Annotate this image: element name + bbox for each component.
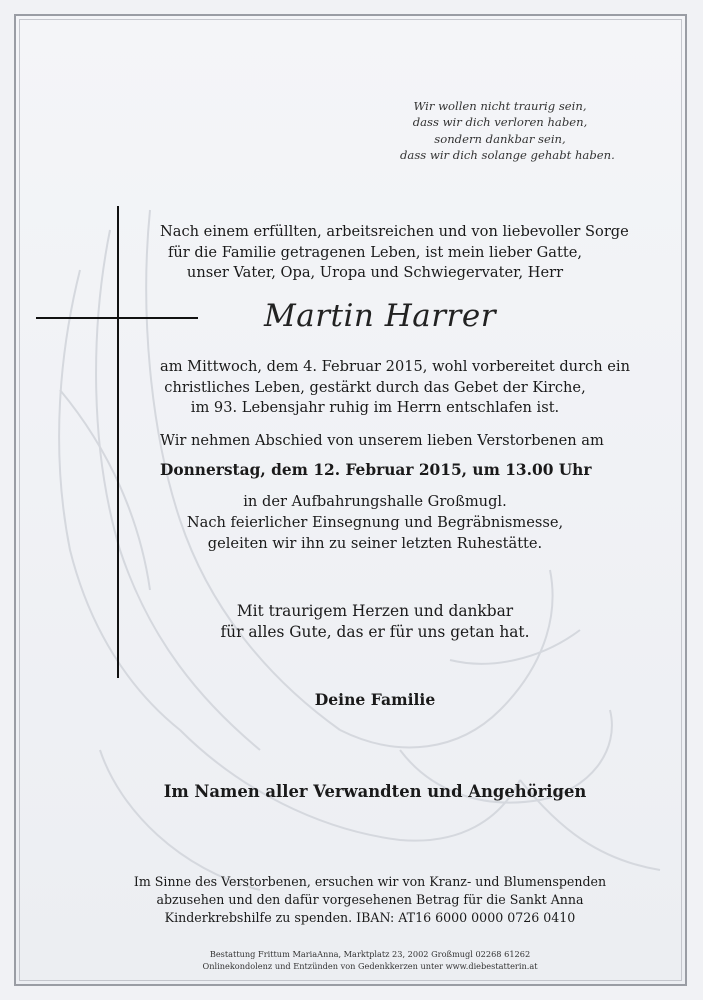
poem-line: sondern dankbar sein, [434, 131, 566, 146]
donation-line: Kinderkrebshilfe zu spenden. IBAN: AT16 6000 0000 0726 0410 [164, 910, 576, 925]
ceremony-line: in der Aufbahrungshalle Großmugl. [243, 493, 507, 510]
poem-line: dass wir dich verloren haben, [412, 115, 588, 130]
deceased-name: Martin Harrer [263, 298, 497, 334]
cross-horizontal-bar [36, 317, 198, 319]
death-notice-line: im 93. Lebensjahr ruhig im Herrn entschlafen ist. [190, 399, 560, 416]
poem-line: Wir wollen nicht traurig sein, [413, 99, 587, 113]
footer-line: Onlinekondolenz und Entzünden von Gedenkkerzen unter www.diebestatterin.at [202, 960, 538, 971]
intro-line: unser Vater, Opa, Uropa und Schwiegervater, Herr [186, 264, 564, 281]
farewell-line: Wir nehmen Abschied von unserem lieben Verstorbenen am [160, 432, 604, 449]
intro-line: für die Familie getragenen Leben, ist mein lieber Gatte, [168, 243, 582, 261]
poem-quote [400, 98, 615, 164]
ceremony-line: geleiten wir ihn zu seiner letzten Ruhestätte. [207, 535, 543, 552]
funeral-date: Donnerstag, dem 12. Februar 2015, um 13.00 Uhr [160, 461, 592, 479]
cross-vertical-bar [117, 206, 119, 678]
donation-line: abzusehen und den dafür vorgesehenen Betrag für die Sankt Anna [156, 892, 584, 907]
footer-line: Bestattung Frittum MariaAnna, Marktplatz 23, 2002 Großmugl 02268 61262 [209, 949, 531, 959]
poem-line: dass wir dich solange gehabt haben. [400, 148, 615, 163]
closing-line: Mit traurigem Herzen und dankbar [236, 602, 514, 620]
donation-request [130, 873, 610, 927]
death-notice-line: christliches Leben, gestärkt durch das Gebet der Kirche, [164, 378, 586, 396]
death-notice-paragraph [160, 357, 630, 419]
funeral-home-footer [130, 949, 610, 972]
closing-paragraph [160, 601, 590, 643]
closing-line: für alles Gute, das er für uns getan hat. [220, 623, 530, 641]
donation-line: Im Sinne des Verstorbenen, ersuchen wir von Kranz- und Blumenspenden [133, 874, 607, 889]
family-signature: Deine Familie [314, 690, 436, 709]
ceremony-line: Nach feierlicher Einsegnung und Begräbnismesse, [186, 514, 564, 531]
death-notice-line: am Mittwoch, dem 4. Februar 2015, wohl vorbereitet durch ein [160, 358, 630, 375]
intro-paragraph [160, 222, 629, 284]
ceremony-paragraph [160, 491, 590, 554]
intro-line: Nach einem erfüllten, arbeitsreichen und von liebevoller Sorge [160, 223, 629, 240]
relatives-signature: Im Namen aller Verwandten und Angehörigen [163, 782, 587, 801]
